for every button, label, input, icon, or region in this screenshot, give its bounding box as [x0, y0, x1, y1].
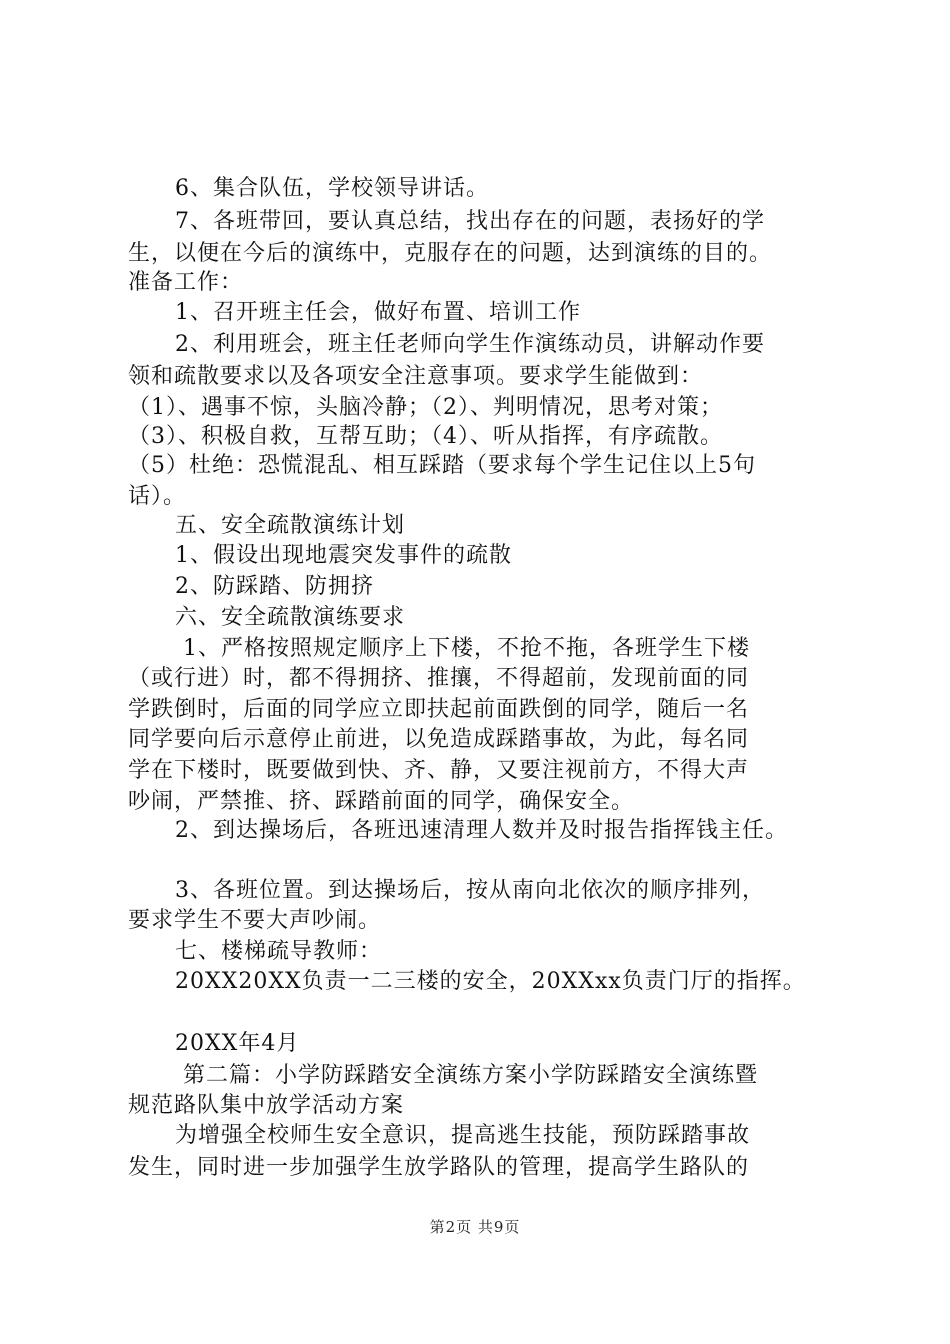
text-line: 2、防踩踏、防拥挤	[175, 574, 374, 599]
text-line: 准备工作：	[128, 270, 244, 295]
text-line: 七、楼梯疏导教师：	[175, 939, 383, 964]
text-line: 规范路队集中放学活动方案	[128, 1093, 405, 1118]
text-line: 吵闹，严禁推、挤、踩踏前面的同学，确保安全。	[128, 789, 635, 814]
text-line: 发生，同时进一步加强学生放学路队的管理，提高学生路队的	[128, 1155, 750, 1180]
text-line: 五、安全疏散演练计划	[175, 513, 406, 538]
text-line: 领和疏散要求以及各项安全注意事项。要求学生能做到：	[128, 364, 704, 389]
text-line: 2、利用班会，班主任老师向学生作演练动员，讲解动作要	[175, 332, 765, 357]
text-line: 7、各班带回，要认真总结，找出存在的问题，表扬好的学	[175, 209, 765, 234]
text-line: 1、召开班主任会，做好布置、培训工作	[175, 300, 581, 325]
text-line: 要求学生不要大声吵闹。	[128, 908, 382, 933]
page-footer: 第2页 共9页	[429, 1218, 521, 1236]
text-line: 20XX年4月	[175, 1031, 300, 1056]
text-line: （5）杜绝：恐慌混乱、相互踩踏（要求每个学生记住以上5句	[128, 453, 756, 478]
text-line: 20XX20XX负责一二三楼的安全，20XXxx负责门厅的指挥。	[175, 969, 806, 994]
text-line: 学在下楼时，既要做到快、齐、静，又要注视前方，不得大声	[128, 758, 750, 783]
text-line: 六、安全疏散演练要求	[175, 605, 406, 630]
text-line: 第二篇：小学防踩踏安全演练方案小学防踩踏安全演练暨	[183, 1063, 759, 1088]
text-line: 话）。	[128, 484, 187, 509]
text-line: （1）、遇事不惊，头脑冷静；（2）、判明情况，思考对策；	[128, 395, 723, 420]
text-line: 1、严格按照规定顺序上下楼，不抢不拖，各班学生下楼	[183, 636, 750, 661]
text-line: 学跌倒时，后面的同学应立即扶起前面跌倒的同学，随后一名	[128, 697, 750, 722]
text-line: （或行进）时，都不得拥挤、推攘，不得超前，发现前面的同	[128, 666, 750, 691]
text-line: （3）、积极自救，互帮互助；（4）、听从指挥，有序疏散。	[128, 424, 723, 449]
text-line: 3、各班位置。到达操场后，按从南向北依次的顺序排列，	[175, 878, 765, 903]
text-line: 同学要向后示意停止前进，以免造成踩踏事故，为此，每名同	[128, 727, 750, 752]
text-line: 2、到达操场后，各班迅速清理人数并及时报告指挥钱主任。	[175, 818, 788, 843]
text-line: 6、集合队伍，学校领导讲话。	[175, 176, 489, 201]
text-line: 为增强全校师生安全意识，提高逃生技能，预防踩踏事故	[175, 1123, 751, 1148]
text-line: 生，以便在今后的演练中，克服存在的问题，达到演练的目的。	[128, 241, 773, 266]
text-line: 1、假设出现地震突发事件的疏散	[175, 543, 512, 568]
